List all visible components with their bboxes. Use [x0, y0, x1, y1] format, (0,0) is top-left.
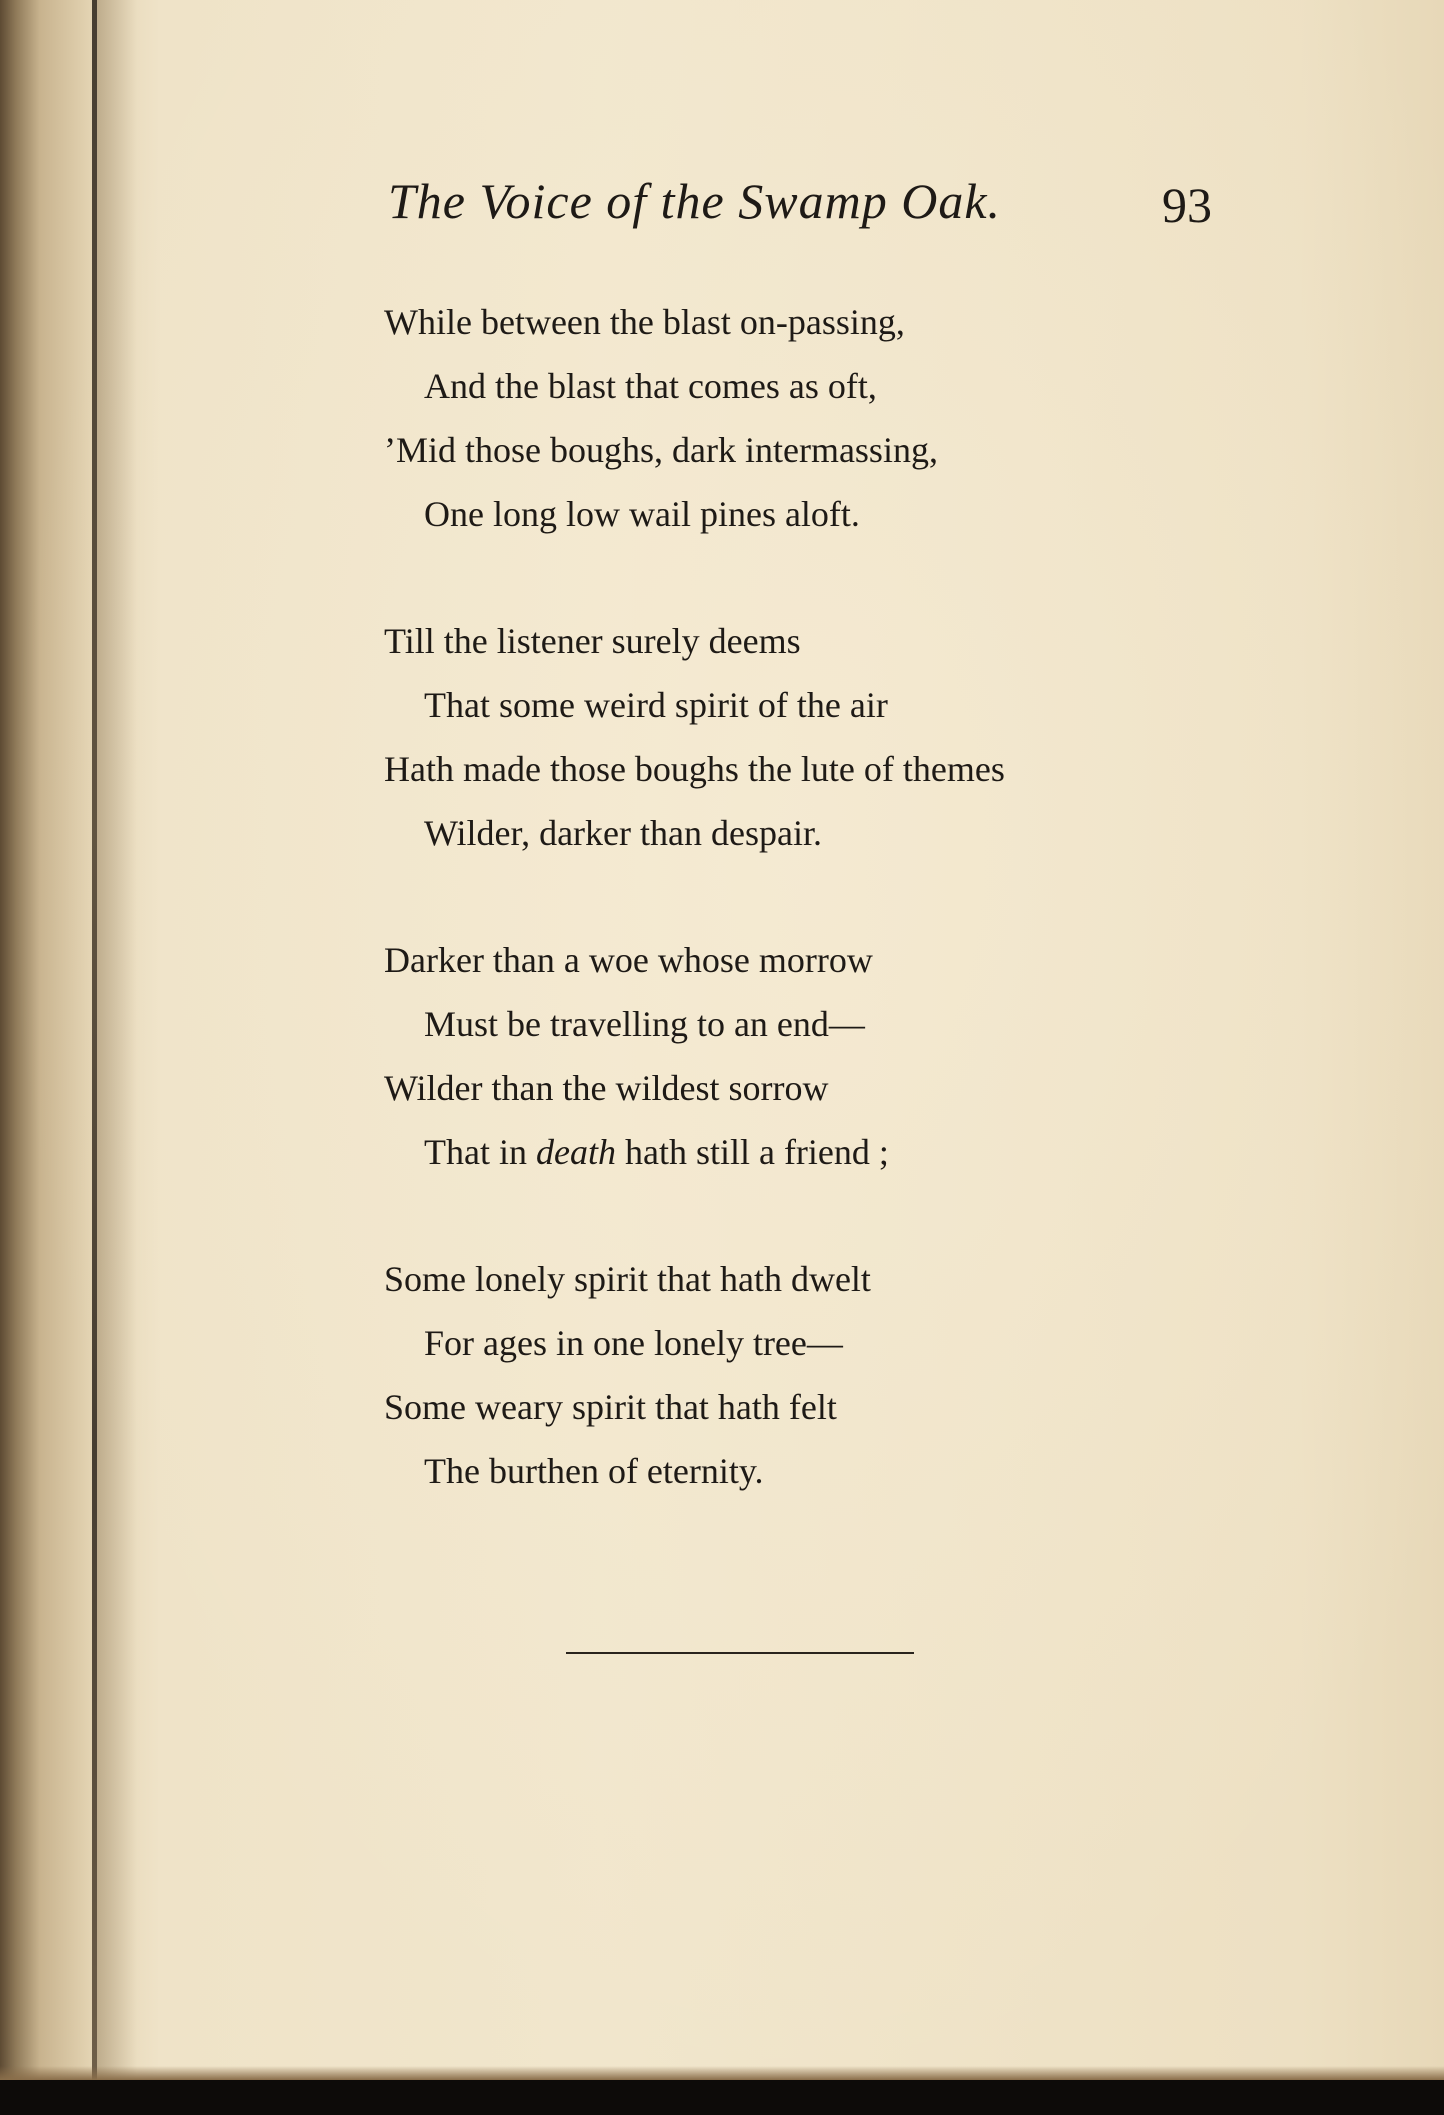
running-title: The Voice of the Swamp Oak.: [388, 173, 1002, 229]
stanza-1: [384, 290, 1224, 546]
page-number: 93: [1162, 177, 1212, 233]
gutter-binding: [92, 0, 97, 2080]
stanza-2: [384, 609, 1224, 865]
poem-line: Darker than a woe whose morrow: [384, 940, 873, 980]
poem-line: Some lonely spirit that hath dwelt: [384, 1259, 871, 1299]
poem-line: [384, 1120, 1224, 1184]
stanza-3: [384, 928, 1224, 1184]
poem-body: [384, 290, 1224, 1566]
poem-line: Must be travelling to an end—: [424, 1004, 865, 1044]
poem-line: The burthen of eternity.: [424, 1451, 764, 1491]
page-bottom-edge: [0, 2066, 1444, 2080]
poem-line: Wilder, darker than despair.: [424, 813, 822, 853]
poem-line: Hath made those boughs the lute of themes: [384, 749, 1005, 789]
poem-line: Some weary spirit that hath felt: [384, 1387, 837, 1427]
gutter-shadow: [97, 0, 137, 2080]
scan-bottom-border: [0, 2080, 1444, 2115]
poem-line: One long low wail pines aloft.: [424, 494, 860, 534]
poem-line: Wilder than the wildest sorrow: [384, 1068, 829, 1108]
poem-line: And the blast that comes as oft,: [424, 366, 877, 406]
poem-line: ’Mid those boughs, dark intermassing,: [384, 430, 938, 470]
poem-line: Till the listener surely deems: [384, 621, 801, 661]
poem-line: That some weird spirit of the air: [424, 685, 888, 725]
poem-line: While between the blast on-passing,: [384, 302, 905, 342]
poem-line-start: That in: [424, 1132, 536, 1172]
section-divider-rule: [566, 1652, 914, 1654]
poem-line: For ages in one lonely tree—: [424, 1323, 843, 1363]
poem-emphasis: death: [535, 1132, 616, 1172]
poem-line-end: hath still a friend ;: [615, 1132, 889, 1172]
stanza-4: [384, 1247, 1224, 1503]
